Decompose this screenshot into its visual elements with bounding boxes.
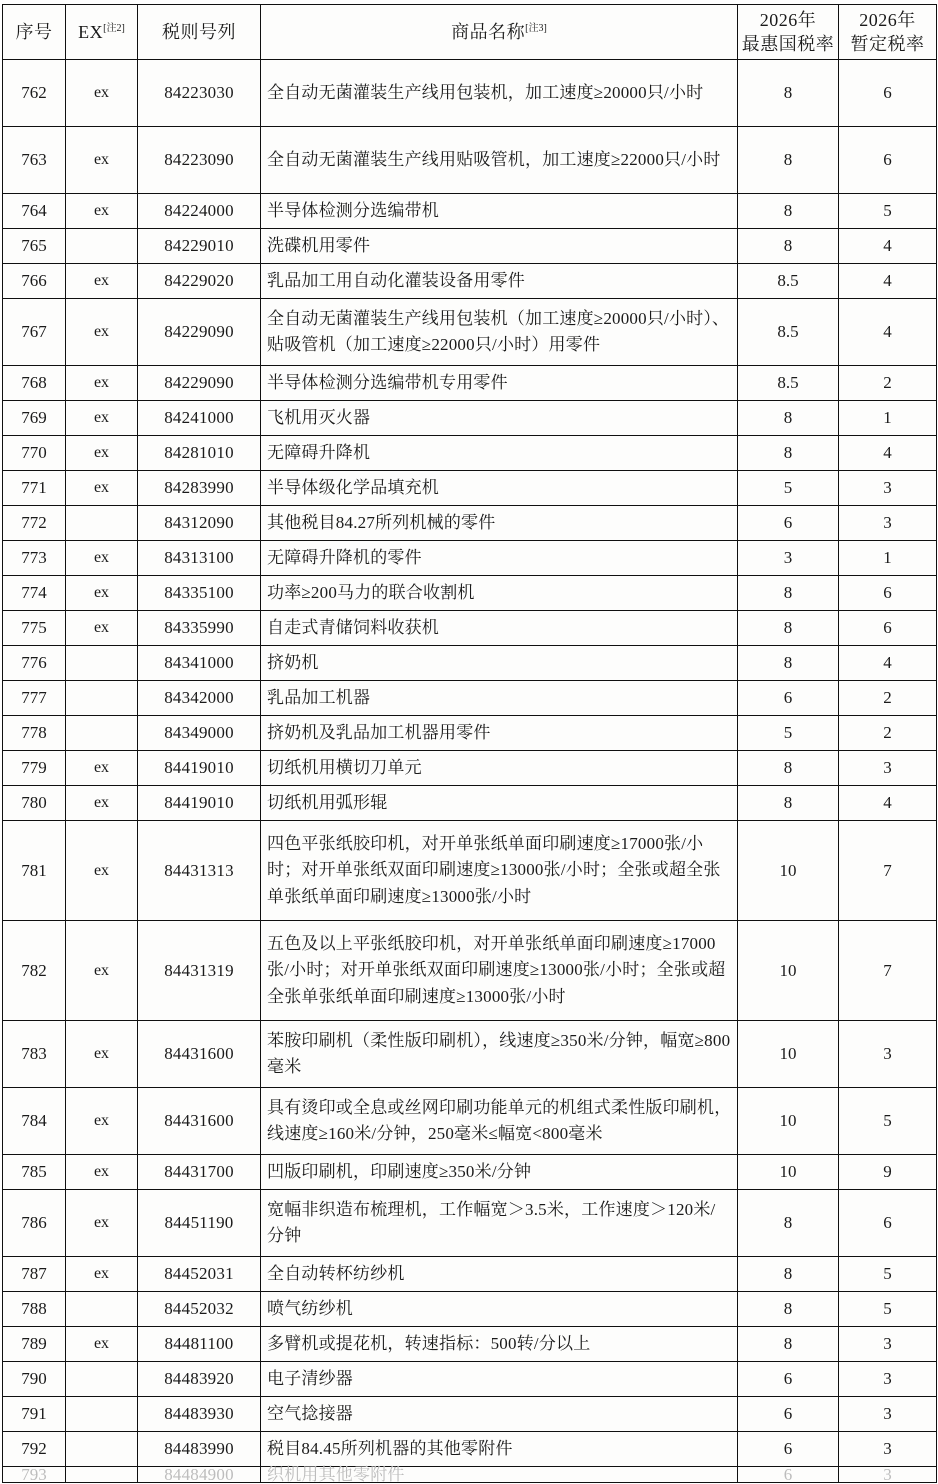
column-header-product-name [261,5,738,60]
table-row [3,229,937,264]
cell-sequence: 778 [3,716,66,751]
cell-product-name: 四色平张纸胶印机，对开单张纸单面印刷速度≥17000张/小时；对开单张纸双面印刷速度≥13000张/小时；全张或超全张单张纸单面印刷速度≥13000张/小时 [261,821,738,921]
cell-product-name: 切纸机用弧形辊 [261,786,738,821]
table-row [3,127,937,194]
cell-tariff-code: 84223090 [138,127,261,194]
cell-mfn-rate: 6 [738,1362,839,1397]
cell-provisional-rate: 6 [839,576,937,611]
cell-mfn-rate: 3 [738,541,839,576]
cell-tariff-code: 84283990 [138,471,261,506]
cell-sequence: 792 [3,1432,66,1467]
cell-product-name: 半导体级化学品填充机 [261,471,738,506]
cell-sequence: 773 [3,541,66,576]
cell-tariff-code: 84335990 [138,611,261,646]
cell-tariff-code: 84431313 [138,821,261,921]
cell-provisional-rate: 5 [839,1257,937,1292]
table-row [3,1257,937,1292]
cell-sequence: 780 [3,786,66,821]
cell-product-name: 喷气纺纱机 [261,1292,738,1327]
cell-product-name: 乳品加工机器 [261,681,738,716]
cell-tariff-code: 84483990 [138,1432,261,1467]
cell-sequence: 788 [3,1292,66,1327]
cell-provisional-rate: 3 [839,1327,937,1362]
cell-sequence: 769 [3,401,66,436]
table-row [3,1088,937,1155]
cell-product-name: 自走式青储饲料收获机 [261,611,738,646]
cell-product-name: 空气捻接器 [261,1397,738,1432]
cell-tariff-code: 84312090 [138,506,261,541]
cell-product-name: 全自动无菌灌装生产线用包装机（加工速度≥20000只/小时）、贴吸管机（加工速度≥22000只/小时）用零件 [261,299,738,366]
cell-sequence: 767 [3,299,66,366]
cell-provisional-rate: 2 [839,716,937,751]
table-row [3,751,937,786]
cell-ex-flag: ex [66,436,138,471]
cell-tariff-code: 84431600 [138,1021,261,1088]
cell-provisional-rate: 6 [839,127,937,194]
cell-ex-flag: ex [66,541,138,576]
cell-ex-flag: ex [66,1190,138,1257]
cell-ex-flag [66,1362,138,1397]
cell-provisional-rate: 7 [839,921,937,1021]
cell-mfn-rate: 10 [738,921,839,1021]
cell-sequence: 771 [3,471,66,506]
cell-sequence: 770 [3,436,66,471]
cell-ex-flag: ex [66,611,138,646]
cell-sequence: 768 [3,366,66,401]
cell-sequence: 785 [3,1155,66,1190]
column-header-tariff-code [138,5,261,60]
table-row [3,401,937,436]
cell-mfn-rate: 8 [738,127,839,194]
cell-product-name: 半导体检测分选编带机 [261,194,738,229]
cell-ex-flag: ex [66,127,138,194]
cell-mfn-rate: 10 [738,821,839,921]
cell-mfn-rate: 6 [738,681,839,716]
cell-sequence: 781 [3,821,66,921]
table-row [3,1021,937,1088]
table-row [3,821,937,921]
cell-provisional-rate: 4 [839,436,937,471]
cell-sequence: 765 [3,229,66,264]
cell-provisional-rate: 3 [839,1397,937,1432]
column-header-product-name-footnote: [注3] [525,22,547,34]
cell-provisional-rate: 3 [839,506,937,541]
cell-provisional-rate: 2 [839,681,937,716]
cell-tariff-code: 84481100 [138,1327,261,1362]
cell-provisional-rate: 3 [839,1362,937,1397]
cell-provisional-rate: 4 [839,229,937,264]
cell-ex-flag: ex [66,821,138,921]
cell-provisional-rate: 3 [839,1021,937,1088]
cell-ex-flag: ex [66,1155,138,1190]
cell-tariff-code: 84341000 [138,646,261,681]
cell-product-name: 多臂机或提花机，转速指标：500转/分以上 [261,1327,738,1362]
table-row [3,1432,937,1467]
cell-sequence: 793 [3,1467,66,1483]
cell-product-name: 乳品加工用自动化灌装设备用零件 [261,264,738,299]
cell-mfn-rate: 8 [738,60,839,127]
cell-product-name: 半导体检测分选编带机专用零件 [261,366,738,401]
column-header-product-name-label: 商品名称 [451,21,526,42]
cell-mfn-rate: 10 [738,1021,839,1088]
table-row [3,1397,937,1432]
cell-tariff-code: 84452032 [138,1292,261,1327]
cell-ex-flag: ex [66,751,138,786]
table-row [3,1467,937,1483]
cell-ex-flag: ex [66,401,138,436]
cell-tariff-code: 84241000 [138,401,261,436]
cell-ex-flag: ex [66,921,138,1021]
column-header-provisional-rate [839,5,937,60]
table-row [3,1190,937,1257]
cell-product-name: 全自动转杯纺纱机 [261,1257,738,1292]
cell-ex-flag: ex [66,194,138,229]
cell-tariff-code: 84483920 [138,1362,261,1397]
table-row [3,1327,937,1362]
column-header-mfn-rate [738,5,839,60]
cell-sequence: 790 [3,1362,66,1397]
cell-provisional-rate: 5 [839,194,937,229]
cell-ex-flag: ex [66,299,138,366]
cell-product-name: 电子清纱器 [261,1362,738,1397]
cell-tariff-code: 84484900 [138,1467,261,1483]
cell-sequence: 784 [3,1088,66,1155]
cell-tariff-code: 84281010 [138,436,261,471]
table-body [3,60,937,1483]
cell-mfn-rate: 6 [738,1467,839,1483]
table-row [3,576,937,611]
table-row [3,471,937,506]
cell-sequence: 762 [3,60,66,127]
column-header-ex [66,5,138,60]
cell-mfn-rate: 8 [738,1292,839,1327]
cell-product-name: 其他税目84.27所列机械的零件 [261,506,738,541]
cell-tariff-code: 84483930 [138,1397,261,1432]
cell-tariff-code: 84229090 [138,366,261,401]
cell-product-name: 苯胺印刷机（柔性版印刷机），线速度≥350米/分钟，幅宽≥800毫米 [261,1021,738,1088]
cell-sequence: 791 [3,1397,66,1432]
cell-mfn-rate: 10 [738,1155,839,1190]
tariff-table [2,4,937,1483]
cell-provisional-rate: 4 [839,264,937,299]
column-header-ex-label: EX [78,21,104,42]
cell-mfn-rate: 8 [738,786,839,821]
table-header [3,5,937,60]
cell-ex-flag: ex [66,60,138,127]
cell-ex-flag [66,229,138,264]
cell-provisional-rate: 4 [839,786,937,821]
cell-sequence: 763 [3,127,66,194]
cell-ex-flag [66,506,138,541]
table-row [3,786,937,821]
cell-ex-flag [66,1397,138,1432]
cell-mfn-rate: 8.5 [738,299,839,366]
cell-ex-flag [66,1467,138,1483]
table-row [3,506,937,541]
cell-tariff-code: 84419010 [138,751,261,786]
table-row [3,366,937,401]
cell-tariff-code: 84223030 [138,60,261,127]
cell-sequence: 786 [3,1190,66,1257]
cell-provisional-rate: 5 [839,1292,937,1327]
cell-mfn-rate: 10 [738,1088,839,1155]
table-row [3,194,937,229]
table-row [3,264,937,299]
cell-mfn-rate: 6 [738,506,839,541]
cell-product-name: 具有烫印或全息或丝网印刷功能单元的机组式柔性版印刷机，线速度≥160米/分钟，250毫米≤幅宽<800毫米 [261,1088,738,1155]
cell-sequence: 783 [3,1021,66,1088]
column-header-mfn-rate-year: 2026年 [759,9,817,30]
cell-mfn-rate: 5 [738,471,839,506]
cell-product-name: 功率≥200马力的联合收割机 [261,576,738,611]
cell-sequence: 782 [3,921,66,1021]
cell-ex-flag: ex [66,1021,138,1088]
cell-mfn-rate: 8.5 [738,366,839,401]
cell-tariff-code: 84229020 [138,264,261,299]
cell-provisional-rate: 3 [839,1432,937,1467]
cell-mfn-rate: 8 [738,611,839,646]
cell-tariff-code: 84452031 [138,1257,261,1292]
column-header-tariff-code-label: 税则号列 [162,21,236,42]
cell-mfn-rate: 6 [738,1432,839,1467]
cell-product-name: 洗碟机用零件 [261,229,738,264]
cell-ex-flag [66,681,138,716]
cell-mfn-rate: 8 [738,1327,839,1362]
cell-provisional-rate: 3 [839,1467,937,1483]
cell-tariff-code: 84431319 [138,921,261,1021]
cell-provisional-rate: 5 [839,1088,937,1155]
cell-product-name: 织机用其他零附件 [261,1467,738,1483]
cell-tariff-code: 84229090 [138,299,261,366]
cell-provisional-rate: 1 [839,401,937,436]
cell-provisional-rate: 2 [839,366,937,401]
cell-mfn-rate: 8.5 [738,264,839,299]
table-row [3,299,937,366]
cell-mfn-rate: 8 [738,194,839,229]
cell-provisional-rate: 3 [839,471,937,506]
cell-mfn-rate: 8 [738,401,839,436]
cell-mfn-rate: 5 [738,716,839,751]
cell-ex-flag [66,1292,138,1327]
column-header-sequence [3,5,66,60]
cell-tariff-code: 84431700 [138,1155,261,1190]
cell-provisional-rate: 7 [839,821,937,921]
cell-sequence: 776 [3,646,66,681]
cell-product-name: 税目84.45所列机器的其他零附件 [261,1432,738,1467]
cell-sequence: 789 [3,1327,66,1362]
cell-product-name: 宽幅非织造布梳理机，工作幅宽＞3.5米，工作速度＞120米/分钟 [261,1190,738,1257]
cell-product-name: 挤奶机 [261,646,738,681]
table-row [3,60,937,127]
cell-mfn-rate: 6 [738,1397,839,1432]
cell-provisional-rate: 9 [839,1155,937,1190]
cell-product-name: 五色及以上平张纸胶印机，对开单张纸单面印刷速度≥17000张/小时；对开单张纸双面印刷速度≥13000张/小时；全张或超全张单张纸单面印刷速度≥13000张/小时 [261,921,738,1021]
cell-provisional-rate: 4 [839,646,937,681]
cell-ex-flag: ex [66,1257,138,1292]
table-row [3,716,937,751]
cell-provisional-rate: 1 [839,541,937,576]
column-header-provisional-rate-year: 2026年 [859,9,916,30]
column-header-mfn-rate-label: 最惠国税率 [741,34,835,54]
table-row [3,541,937,576]
table-row [3,436,937,471]
cell-mfn-rate: 8 [738,1190,839,1257]
cell-tariff-code: 84335100 [138,576,261,611]
cell-mfn-rate: 8 [738,229,839,264]
cell-sequence: 764 [3,194,66,229]
table-row [3,921,937,1021]
cell-mfn-rate: 8 [738,576,839,611]
cell-tariff-code: 84342000 [138,681,261,716]
cell-sequence: 787 [3,1257,66,1292]
cell-ex-flag: ex [66,366,138,401]
cell-tariff-code: 84349000 [138,716,261,751]
cell-product-name: 全自动无菌灌装生产线用贴吸管机，加工速度≥22000只/小时 [261,127,738,194]
cell-ex-flag: ex [66,264,138,299]
cell-tariff-code: 84451190 [138,1190,261,1257]
cell-ex-flag: ex [66,1327,138,1362]
table-row [3,1155,937,1190]
cell-tariff-code: 84313100 [138,541,261,576]
table-row [3,646,937,681]
table-row [3,1362,937,1397]
cell-ex-flag: ex [66,471,138,506]
cell-sequence: 774 [3,576,66,611]
cell-provisional-rate: 6 [839,1190,937,1257]
column-header-provisional-rate-label: 暂定税率 [850,34,925,54]
cell-ex-flag [66,716,138,751]
cell-ex-flag [66,1432,138,1467]
cell-ex-flag: ex [66,786,138,821]
column-header-ex-footnote: [注2] [103,22,125,34]
cell-mfn-rate: 8 [738,436,839,471]
cell-tariff-code: 84419010 [138,786,261,821]
cell-product-name: 挤奶机及乳品加工机器用零件 [261,716,738,751]
cell-tariff-code: 84224000 [138,194,261,229]
cell-mfn-rate: 8 [738,751,839,786]
cell-product-name: 飞机用灭火器 [261,401,738,436]
cell-sequence: 772 [3,506,66,541]
table-row [3,681,937,716]
table-row [3,611,937,646]
cell-product-name: 切纸机用横切刀单元 [261,751,738,786]
cell-mfn-rate: 8 [738,1257,839,1292]
cell-product-name: 凹版印刷机，印刷速度≥350米/分钟 [261,1155,738,1190]
cell-provisional-rate: 4 [839,299,937,366]
cell-mfn-rate: 8 [738,646,839,681]
cell-provisional-rate: 6 [839,60,937,127]
cell-sequence: 775 [3,611,66,646]
cell-product-name: 全自动无菌灌装生产线用包装机，加工速度≥20000只/小时 [261,60,738,127]
cell-product-name: 无障碍升降机的零件 [261,541,738,576]
column-header-sequence-label: 序号 [15,21,53,42]
cell-provisional-rate: 6 [839,611,937,646]
cell-ex-flag: ex [66,1088,138,1155]
table-row [3,1292,937,1327]
cell-tariff-code: 84229010 [138,229,261,264]
cell-ex-flag: ex [66,576,138,611]
cell-product-name: 无障碍升降机 [261,436,738,471]
cell-sequence: 766 [3,264,66,299]
header-row [3,5,937,60]
cell-provisional-rate: 3 [839,751,937,786]
cell-tariff-code: 84431600 [138,1088,261,1155]
cell-ex-flag [66,646,138,681]
cell-sequence: 777 [3,681,66,716]
cell-sequence: 779 [3,751,66,786]
